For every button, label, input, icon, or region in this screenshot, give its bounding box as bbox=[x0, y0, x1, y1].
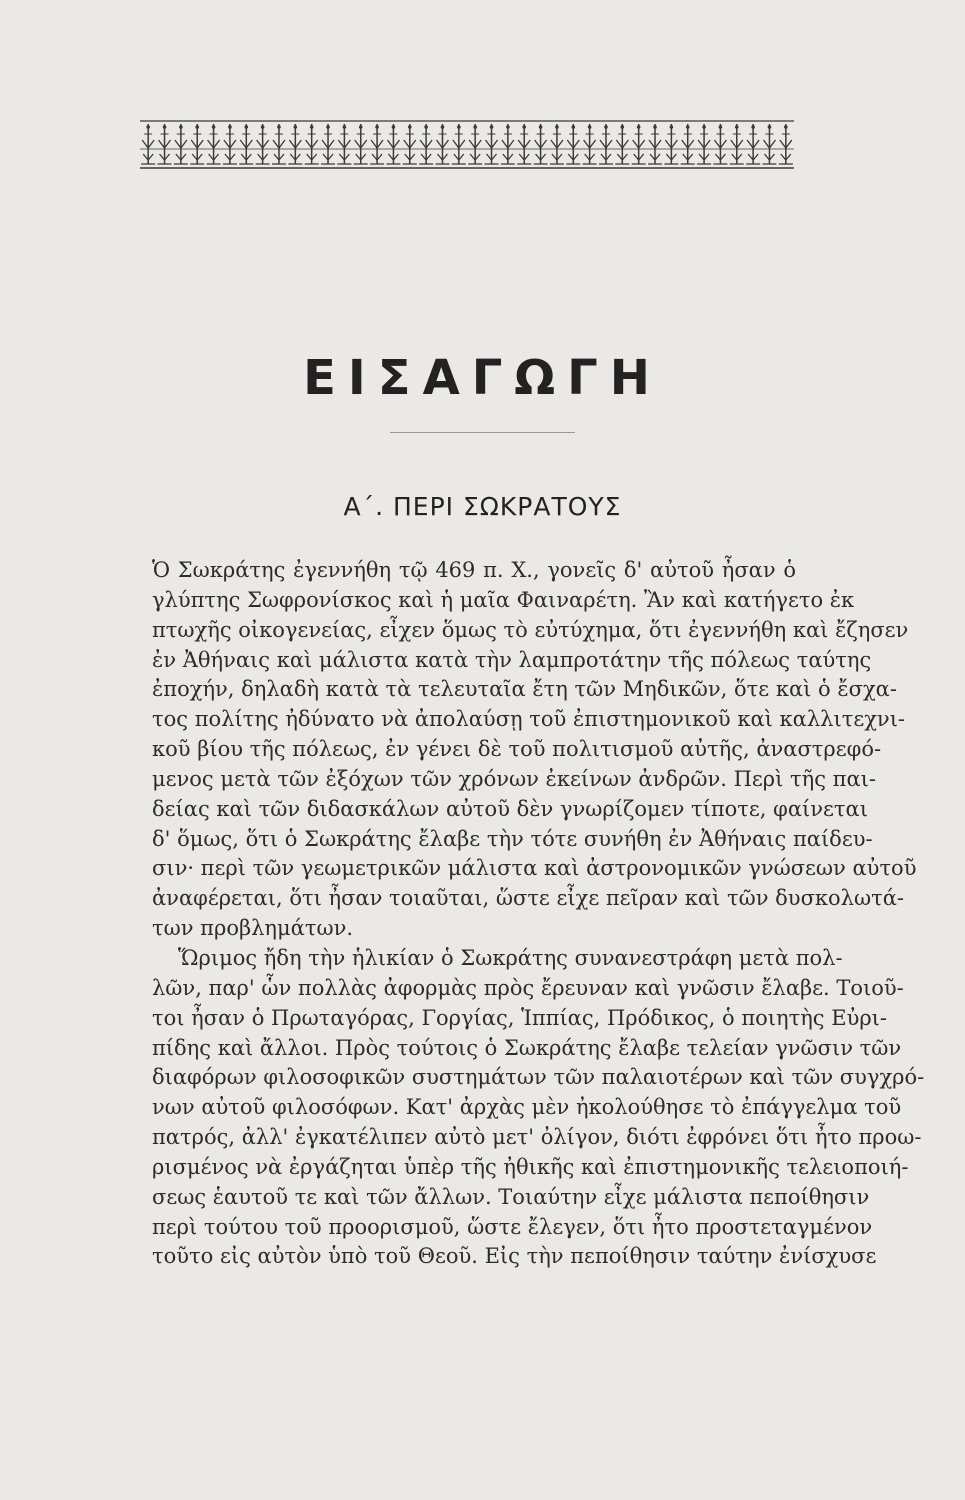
body-text bbox=[152, 556, 925, 1272]
ornament-motif bbox=[615, 124, 629, 164]
text-line: λῶν, παρ' ὧν πολλὰς ἀφορμὰς πρὸς ἔρευναν καὶ γνῶσιν ἔλαβε. Τοιοῦ- bbox=[152, 975, 904, 1000]
page-title: ΕΙΣΑΓΩΓΗ bbox=[303, 350, 662, 406]
text-line: διαφόρων φιλοσοφικῶν συστημάτων τῶν παλαιοτέρων καὶ τῶν συγχρό- bbox=[152, 1065, 925, 1090]
text-line: κοῦ βίου τῆς πόλεως, ἐν γένει δὲ τοῦ πολιτισμοῦ αὐτῆς, ἀναστρεφό- bbox=[152, 737, 882, 762]
text-line: δείας καὶ τῶν διδασκάλων αὐτοῦ δὲν γνωρίζομεν τίποτε, φαίνεται bbox=[152, 796, 868, 821]
ornament-motif bbox=[550, 124, 564, 164]
section-heading: Α΄. ΠΕΡΙ ΣΩΚΡΑΤΟΥΣ bbox=[343, 492, 622, 521]
ornament-motif bbox=[730, 124, 744, 164]
ornament-motif bbox=[386, 124, 400, 164]
ornament-motif bbox=[779, 124, 793, 164]
ornament-motif bbox=[321, 124, 335, 164]
ornament-motif bbox=[697, 124, 711, 164]
text-line: σεως ἑαυτοῦ τε καὶ τῶν ἄλλων. Τοιαύτην εἶχε μάλιστα πεποίθησιν bbox=[152, 1184, 870, 1209]
text-line: πτωχῆς οἰκογενείας, εἶχεν ὅμως τὸ εὐτύχημα, ὅτι ἐγεννήθη καὶ ἔζησεν bbox=[152, 617, 909, 642]
ornament-motif bbox=[534, 124, 548, 164]
decorative-headpiece-band bbox=[140, 118, 794, 172]
ornament-motif bbox=[713, 124, 727, 164]
ornament-motif bbox=[174, 124, 188, 164]
text-line: δ' ὅμως, ὅτι ὁ Σωκράτης ἔλαβε τὴν τότε συνήθη ἐν Ἀθήναις παίδευ- bbox=[152, 826, 873, 851]
ornament-motif bbox=[468, 124, 482, 164]
ornament-motif bbox=[762, 124, 776, 164]
text-line: πατρός, ἀλλ' ἐγκατέλιπεν αὐτὸ μετ' ὀλίγον, διότι ἐφρόνει ὅτι ἦτο προω- bbox=[152, 1125, 922, 1150]
ornament-motif bbox=[256, 124, 270, 164]
text-line: γλύπτης Σωφρονίσκος καὶ ἡ μαῖα Φαιναρέτη. Ἂν καὶ κατήγετο ἐκ bbox=[152, 587, 855, 612]
text-line: ἀναφέρεται, ὅτι ἦσαν τοιαῦται, ὥστε εἶχε πεῖραν καὶ τῶν δυσκολωτά- bbox=[152, 886, 905, 911]
ornament-motif bbox=[517, 124, 531, 164]
title-divider bbox=[390, 432, 575, 433]
ornament-motif bbox=[681, 124, 695, 164]
text-line: ρισμένος νὰ ἐργάζηται ὑπὲρ τῆς ἠθικῆς καὶ ἐπιστημονικῆς τελειοποιή- bbox=[152, 1154, 909, 1179]
ornament-motif bbox=[632, 124, 646, 164]
ornament-motif bbox=[419, 124, 433, 164]
ornament-motif bbox=[370, 124, 384, 164]
ornament-motif bbox=[583, 124, 597, 164]
ornament-motif bbox=[288, 124, 302, 164]
ornament-motif bbox=[435, 124, 449, 164]
ornament-motif bbox=[190, 124, 204, 164]
text-line: Ὁ Σωκράτης ἐγεννήθη τῷ 469 π. Χ., γονεῖς δ' αὐτοῦ ἦσαν ὁ bbox=[152, 558, 796, 582]
text-line: των προβλημάτων. bbox=[152, 916, 354, 941]
ornament-pattern-graphic bbox=[140, 118, 794, 172]
ornament-motif bbox=[485, 124, 499, 164]
ornament-motif bbox=[207, 124, 221, 164]
text-line: τος πολίτης ἠδύνατο νὰ ἀπολαύσῃ τοῦ ἐπιστημονικοῦ καὶ καλλιτεχνι- bbox=[152, 707, 906, 732]
ornament-motif bbox=[599, 124, 613, 164]
ornament-motif bbox=[501, 124, 515, 164]
text-line: σιν· περὶ τῶν γεωμετρικῶν μάλιστα καὶ ἀστρονομικῶν γνώσεων αὐτοῦ bbox=[152, 856, 917, 881]
text-line: πίδης καὶ ἄλλοι. Πρὸς τούτοις ὁ Σωκράτης ἔλαβε τελείαν γνῶσιν τῶν bbox=[152, 1035, 902, 1060]
ornament-motif bbox=[746, 124, 760, 164]
text-line: νων αὐτοῦ φιλοσόφων. Κατ' ἀρχὰς μὲν ἠκολούθησε τὸ ἐπάγγελμα τοῦ bbox=[152, 1095, 902, 1120]
ornament-motif bbox=[305, 124, 319, 164]
ornament-motif bbox=[141, 124, 155, 164]
text-line: περὶ τούτου τοῦ προορισμοῦ, ὥστε ἔλεγεν, ὅτι ἦτο προστεταγμένον bbox=[152, 1214, 873, 1239]
ornament-motif bbox=[239, 124, 253, 164]
ornament-motif bbox=[403, 124, 417, 164]
ornament-motif bbox=[566, 124, 580, 164]
text-line: ἐν Ἀθήναις καὶ μάλιστα κατὰ τὴν λαμπροτάτην τῆς πόλεως ταύτης bbox=[152, 647, 872, 672]
text-line: τοι ἦσαν ὁ Πρωταγόρας, Γοργίας, Ἱππίας, Πρόδικος, ὁ ποιητὴς Εὐρι- bbox=[152, 1005, 888, 1030]
ornament-motif bbox=[354, 124, 368, 164]
ornament-motif bbox=[272, 124, 286, 164]
ornament-motif bbox=[223, 124, 237, 164]
ornament-motif bbox=[452, 124, 466, 164]
ornament-motif bbox=[337, 124, 351, 164]
text-line: μενος μετὰ τῶν ἐξόχων τῶν χρόνων ἐκείνων ἀνδρῶν. Περὶ τῆς παι- bbox=[152, 766, 876, 791]
text-line: ἐποχήν, δηλαδὴ κατὰ τὰ τελευταῖα ἔτη τῶν Μηδικῶν, ὅτε καὶ ὁ ἔσχα- bbox=[152, 677, 897, 702]
ornament-motif bbox=[158, 124, 172, 164]
ornament-motif bbox=[664, 124, 678, 164]
ornament-motif bbox=[648, 124, 662, 164]
text-line: Ὥριμος ἤδη τὴν ἡλικίαν ὁ Σωκράτης συνανεστράφη μετὰ πολ- bbox=[178, 945, 843, 970]
text-line: τοῦτο εἰς αὐτὸν ὑπὸ τοῦ Θεοῦ. Εἰς τὴν πεποίθησιν ταύτην ἐνίσχυσε bbox=[152, 1244, 877, 1269]
